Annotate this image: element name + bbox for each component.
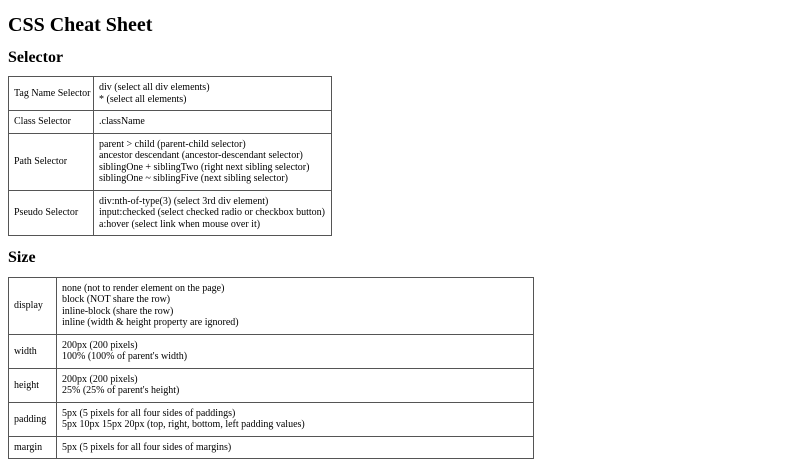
table-row (9, 111, 332, 134)
property-label: padding (9, 402, 57, 436)
value-line: inline (width & height property are ignored) (62, 317, 239, 329)
property-label: Tag Name Selector (9, 77, 94, 111)
table-row (9, 402, 534, 436)
value-line: div:nth-of-type(3) (select 3rd div element) (99, 195, 269, 207)
table-row (9, 277, 534, 334)
value-line: inline-block (share the row) (62, 305, 174, 317)
value-line: 5px (5 pixels for all four sides of margins) (62, 441, 232, 453)
table-row (9, 77, 332, 111)
property-label: width (9, 334, 57, 368)
value-line: none (not to render element on the page) (62, 282, 225, 294)
table-body (9, 277, 534, 459)
value-line: block (NOT share the row) (62, 294, 171, 306)
property-label: margin (9, 436, 57, 459)
property-values (57, 277, 534, 334)
cheatsheet-table (8, 76, 332, 236)
property-values (94, 133, 332, 190)
page-title: CSS Cheat Sheet (8, 14, 153, 36)
property-values (57, 334, 534, 368)
property-label: display (9, 277, 57, 334)
property-values (57, 368, 534, 402)
value-line: 100% (100% of parent's width) (62, 351, 188, 363)
section (8, 49, 792, 236)
table-body (9, 77, 332, 236)
section-heading: Size (8, 249, 36, 267)
property-label: height (9, 368, 57, 402)
table-row (9, 133, 332, 190)
property-label: Pseudo Selector (9, 190, 94, 236)
section-heading: Selector (8, 49, 64, 66)
property-values (57, 436, 534, 459)
value-line: 200px (200 pixels) (62, 373, 138, 385)
property-values (57, 402, 534, 436)
property-values (94, 77, 332, 111)
sections (8, 49, 792, 459)
table-row (9, 436, 534, 459)
value-line: 25% (25% of parent's height) (62, 385, 180, 397)
value-line: input:checked (select checked radio or checkbox button) (99, 207, 326, 219)
table-row (9, 334, 534, 368)
cheatsheet-table (8, 277, 534, 460)
value-line: .className (99, 116, 145, 128)
value-line: 5px 10px 15px 20px (top, right, bottom, left padding values) (62, 419, 305, 431)
property-values (94, 111, 332, 134)
table-row (9, 368, 534, 402)
value-line: * (select all elements) (99, 93, 187, 105)
value-line: 5px (5 pixels for all four sides of paddings) (62, 407, 236, 419)
section (8, 249, 792, 459)
value-line: siblingOne ~ siblingFive (next sibling selector) (99, 173, 288, 185)
value-line: a:hover (select link when mouse over it) (99, 218, 261, 230)
property-label: Class Selector (9, 111, 94, 134)
value-line: ancestor descendant (ancestor-descendant selector) (99, 150, 303, 162)
value-line: div (select all div elements) (99, 82, 210, 94)
property-values (94, 190, 332, 236)
value-line: parent > child (parent-child selector) (99, 138, 246, 150)
value-line: 200px (200 pixels) (62, 339, 138, 351)
table-row (9, 190, 332, 236)
property-label: Path Selector (9, 133, 94, 190)
value-line: siblingOne + siblingTwo (right next sibling selector) (99, 161, 310, 173)
